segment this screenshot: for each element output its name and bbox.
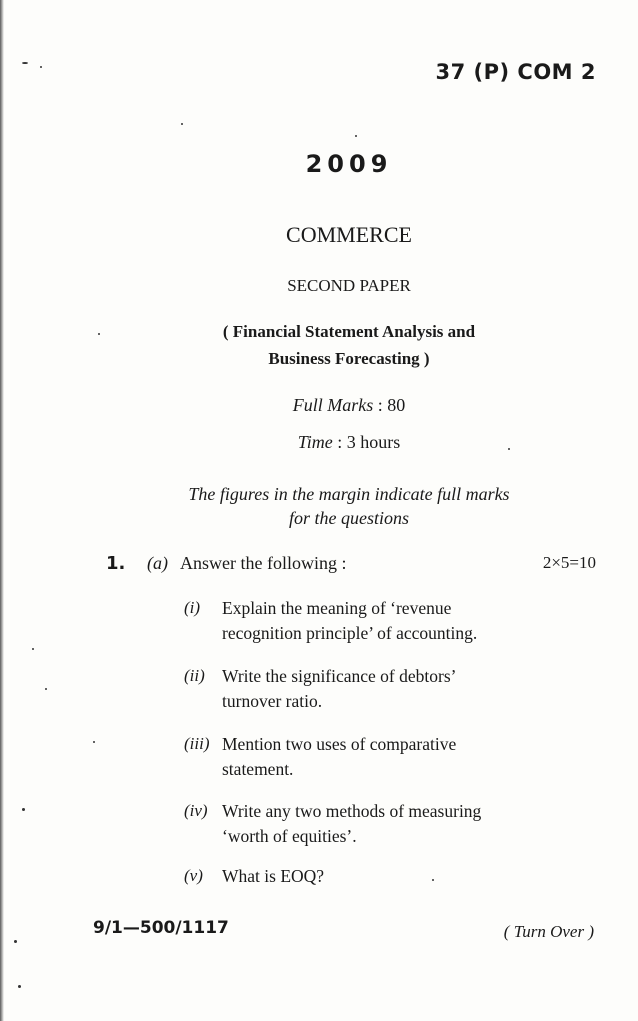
subpart-1-line-2: recognition principle’ of accounting. [222,623,478,643]
footer-code: 9/1—500/1117 [93,918,229,938]
subpart-4-line-1: Write any two methods of measuring [222,801,482,821]
question-part: (a) [147,553,168,573]
subpart-text-4 [222,799,554,849]
scan-speck [22,62,28,64]
subject-title: COMMERCE [286,222,412,247]
question-marks: 2×5=10 [542,553,596,572]
subpart-2-line-2: turnover ratio. [222,691,323,711]
subpart-4-line-2: ‘worth of equities’. [222,826,357,846]
subpart-1-line-1: Explain the meaning of ‘revenue [222,598,452,618]
paper-code: 37 (P) COM 2 [435,60,596,84]
paper-title: SECOND PAPER [287,276,411,295]
subpart-3-line-1: Mention two uses of comparative [222,734,457,754]
exam-year: 2009 [305,150,393,178]
full-marks-label: Full Marks [292,395,374,415]
subpart-2-line-1: Write the significance of debtors’ [222,666,457,686]
time-value: : 3 hours [337,432,401,452]
scan-speck [508,448,510,450]
scan-speck [93,741,95,743]
scan-speck [40,66,42,68]
paper-topic [0,318,638,372]
scan-speck [22,808,25,811]
full-marks-value: : 80 [377,395,406,415]
scan-speck [432,879,434,881]
scan-speck [355,135,357,137]
instruction-line-2: for the questions [289,508,409,528]
scan-speck [181,123,183,125]
question-number: 1. [106,553,126,574]
subpart-label-5: (v) [184,866,203,885]
paper-topic-line-1: ( Financial Statement Analysis and [222,322,476,341]
subpart-3-line-2: statement. [222,759,294,779]
turn-over-note: ( Turn Over ) [503,922,594,941]
time-label: Time [297,432,333,452]
subpart-5-line-1: What is EOQ? [222,866,325,886]
scan-speck [32,648,34,650]
subpart-label-4: (iv) [184,801,208,820]
scan-speck [98,333,100,335]
paper-topic-line-2: Business Forecasting ) [268,349,430,368]
subpart-text-5 [222,864,554,889]
exam-time [0,432,638,453]
subpart-label-3: (iii) [184,734,210,753]
question-text: Answer the following : [180,553,347,573]
full-marks [0,395,638,416]
instruction-line-1: The figures in the margin indicate full marks [188,484,510,504]
subpart-label-1: (i) [184,598,201,617]
scan-speck [18,985,21,988]
subpart-text-1 [222,596,554,646]
instructions [0,482,638,530]
scan-speck [14,940,17,943]
subpart-label-2: (ii) [184,666,205,685]
subpart-text-2 [222,664,554,714]
subpart-text-3 [222,732,554,782]
scan-speck [45,688,47,690]
